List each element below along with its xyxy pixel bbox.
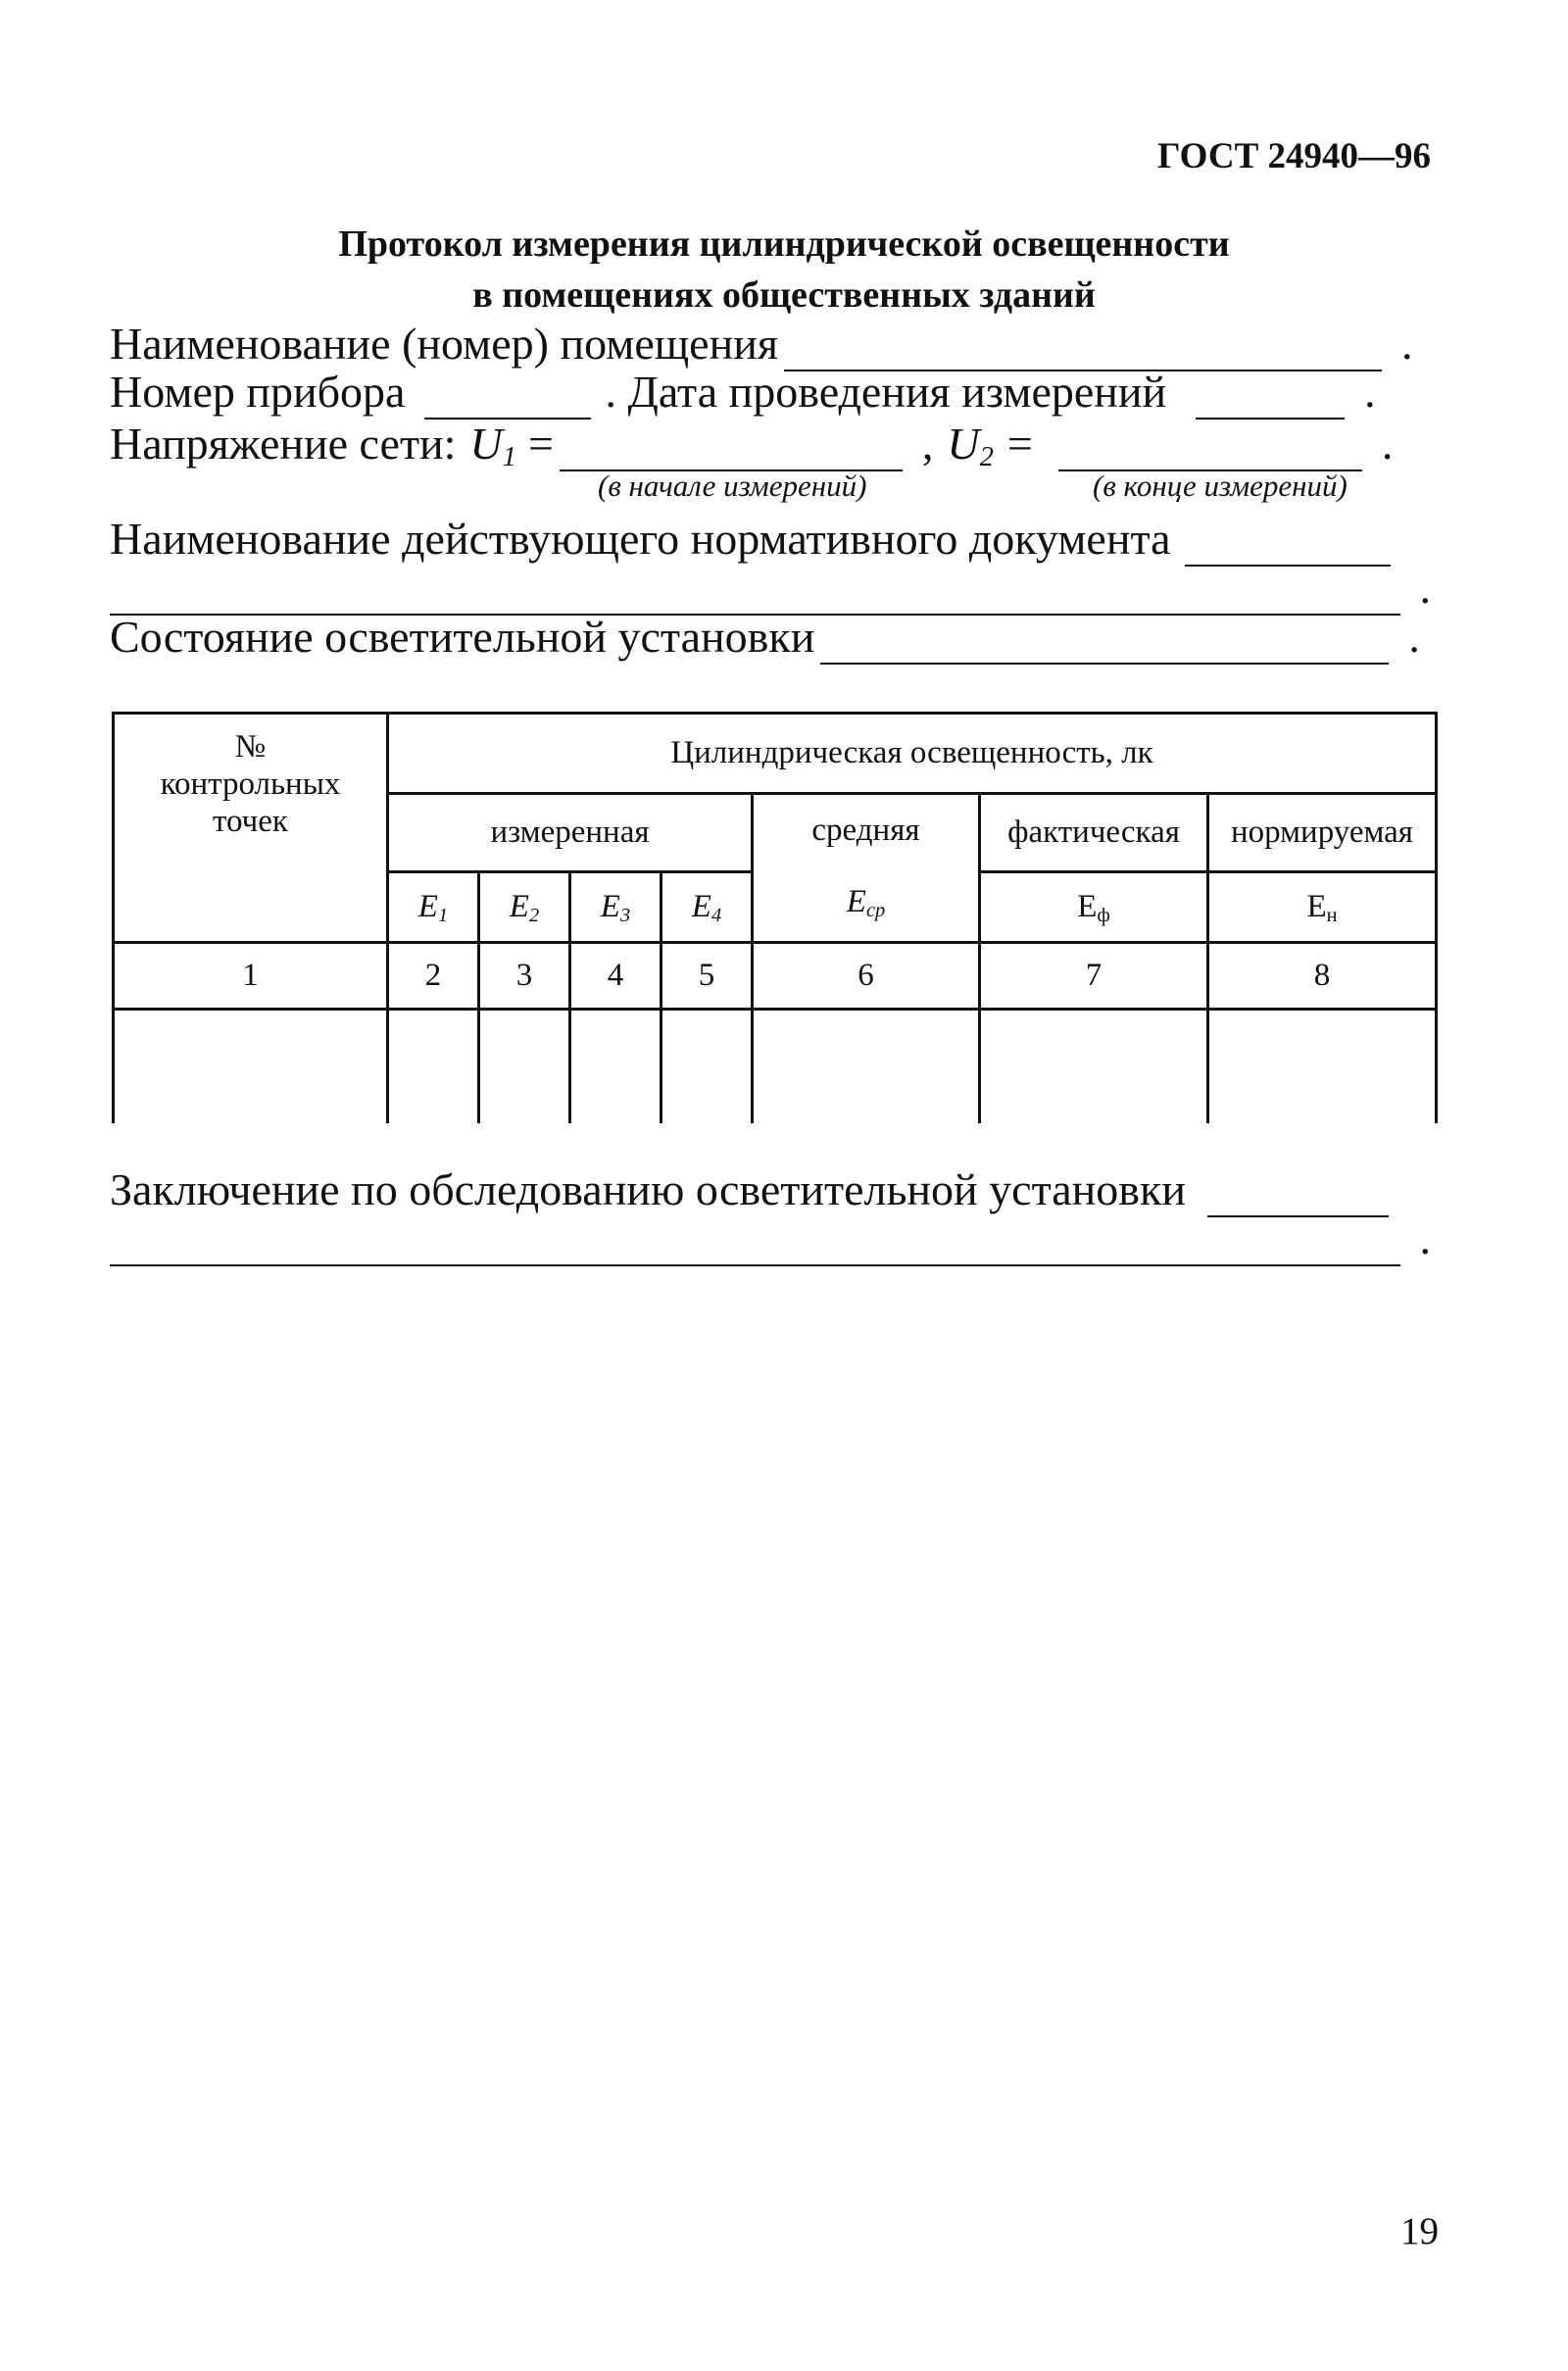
column-number: 6 <box>753 943 980 1010</box>
column-number: 3 <box>479 943 570 1010</box>
state-label: Состояние осветительной установки <box>110 612 815 662</box>
norm-doc-row-2 <box>110 561 1431 616</box>
data-cell[interactable] <box>114 1010 388 1123</box>
period: . <box>1419 563 1431 613</box>
empty-data-row <box>114 1010 1437 1123</box>
period: . <box>1381 419 1394 469</box>
measurement-date-label: . Дата проведения измерений <box>605 367 1167 417</box>
voltage-label: Напряжение сети: <box>110 419 457 469</box>
data-cell[interactable] <box>479 1010 570 1123</box>
page-number: 19 <box>1400 2210 1439 2252</box>
conclusion-row <box>110 1162 1431 1217</box>
conclusion-row-2 <box>110 1211 1431 1266</box>
period: . <box>1419 1213 1431 1263</box>
title-line-2: в помещениях общественных зданий <box>472 274 1096 316</box>
comma: , <box>921 419 934 469</box>
symbol-e-normative: $E_н$ <box>1208 872 1437 943</box>
state-row <box>110 610 1431 665</box>
data-cell[interactable] <box>662 1010 753 1123</box>
measurement-date-field[interactable] <box>1196 378 1345 420</box>
data-cell[interactable] <box>980 1010 1208 1123</box>
column-number: 5 <box>662 943 753 1010</box>
u1-field[interactable] <box>560 430 903 471</box>
document-code: ГОСТ 24940—96 <box>1157 136 1431 176</box>
state-field[interactable] <box>820 623 1389 665</box>
data-cell[interactable] <box>753 1010 980 1123</box>
symbol-e3: $E_3$ <box>570 872 662 943</box>
voltage-row <box>110 417 1431 471</box>
period: . <box>1400 319 1413 369</box>
illuminance-group-header: Цилиндрическая освещенность, лк <box>388 714 1437 794</box>
hint-end: (в конце измерений) <box>1093 469 1348 503</box>
illuminance-table <box>112 712 1438 1123</box>
data-cell[interactable] <box>388 1010 479 1123</box>
title-line-1: Протокол измерения цилиндрической освещенности <box>338 223 1230 265</box>
u2-symbol: $U_2$ <box>947 419 994 473</box>
column-number-row <box>114 943 1437 1010</box>
data-cell[interactable] <box>570 1010 662 1123</box>
column-number: 7 <box>980 943 1208 1010</box>
room-name-label: Наименование (номер) помещения <box>110 319 778 369</box>
room-name-row <box>110 317 1431 371</box>
u2-equals: = <box>1006 419 1033 469</box>
actual-header: фактическая <box>980 794 1208 872</box>
norm-doc-label: Наименование действующего нормативного документа <box>110 514 1171 564</box>
column-number: 2 <box>388 943 479 1010</box>
conclusion-label: Заключение по обследованию осветительной установки <box>110 1164 1186 1214</box>
period: . <box>1408 612 1420 662</box>
average-header: средняя $E_{ср}$ <box>753 794 980 943</box>
norm-doc-row <box>110 512 1431 567</box>
column-number: 4 <box>570 943 662 1010</box>
data-cell[interactable] <box>1208 1010 1437 1123</box>
column-number: 1 <box>114 943 388 1010</box>
device-date-row <box>110 365 1431 420</box>
symbol-e1: $E_1$ <box>388 872 479 943</box>
symbol-e4: $E_4$ <box>662 872 753 943</box>
conclusion-field-2[interactable] <box>110 1225 1400 1266</box>
device-number-label: Номер прибора <box>110 367 406 417</box>
col-point-number-header: № контрольных точек <box>114 714 388 943</box>
column-number: 8 <box>1208 943 1437 1010</box>
u1-equals: = <box>527 419 554 469</box>
device-number-field[interactable] <box>424 378 591 420</box>
normative-header: нормируемая <box>1208 794 1437 872</box>
symbol-e2: $E_2$ <box>479 872 570 943</box>
hint-start: (в начале измерений) <box>598 469 867 503</box>
symbol-e-actual: $E_ф$ <box>980 872 1208 943</box>
u2-field[interactable] <box>1058 430 1362 471</box>
u1-symbol: $U_1$ <box>469 419 516 473</box>
period: . <box>1364 367 1376 417</box>
measured-header: измеренная <box>388 794 753 872</box>
header-row-1 <box>114 714 1437 794</box>
